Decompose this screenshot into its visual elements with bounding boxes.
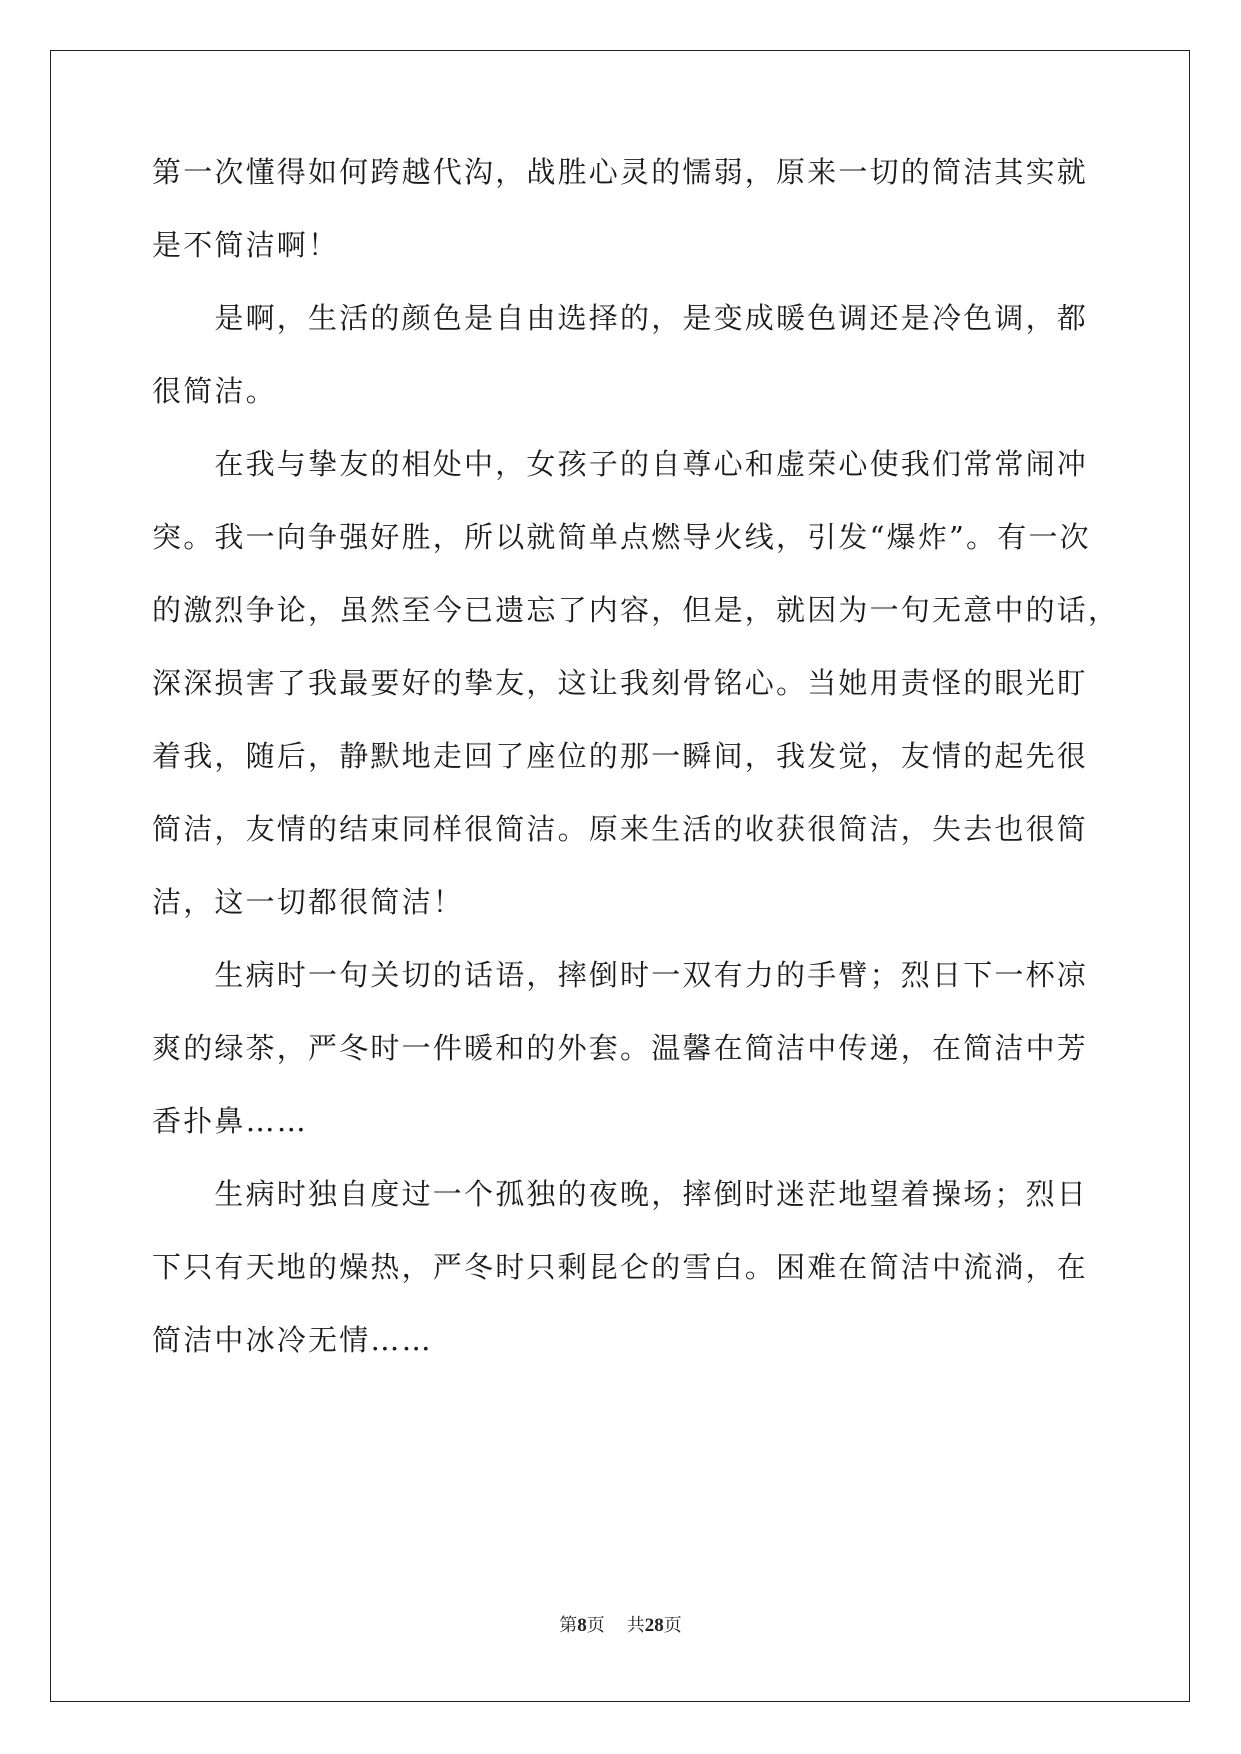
text-line: 生病时一句关切的话语，摔倒时一双有力的手臂；烈日下一杯凉 <box>152 958 1089 992</box>
page-suffix: 页 <box>586 1615 605 1636</box>
text-line: 洁，这一切都很简洁！ <box>152 885 465 919</box>
text-line: 简洁，友情的结束同样很简洁。原来生活的收获很简洁，失去也很简 <box>152 812 1089 846</box>
text-line: 深深损害了我最要好的挚友，这让我刻骨铭心。当她用责怪的眼光盯 <box>152 666 1089 700</box>
page-prefix: 第 <box>559 1615 578 1636</box>
total-prefix: 共 <box>626 1615 645 1636</box>
text-line: 第一次懂得如何跨越代沟，战胜心灵的懦弱，原来一切的简洁其实就 <box>152 155 1089 189</box>
text-line: 的激烈争论，虽然至今已遗忘了内容，但是，就因为一句无意中的话， <box>152 593 1120 627</box>
text-line: 爽的绿茶，严冬时一件暖和的外套。温馨在简洁中传递，在简洁中芳 <box>152 1031 1089 1065</box>
text-line: 下只有天地的燥热，严冬时只剩昆仑的雪白。困难在简洁中流淌，在 <box>152 1250 1089 1284</box>
text-line: 是啊，生活的颜色是自由选择的，是变成暖色调还是冷色调，都 <box>152 301 1089 335</box>
text-line: 着我，随后，静默地走回了座位的那一瞬间，我发觉，友情的起先很 <box>152 739 1089 773</box>
total-suffix: 页 <box>663 1615 682 1636</box>
text-line: 生病时独自度过一个孤独的夜晚，摔倒时迷茫地望着操场；烈日 <box>152 1177 1089 1211</box>
text-line: 简洁中冰冷无情…… <box>152 1323 433 1357</box>
text-line: 很简洁。 <box>152 374 277 408</box>
page-number: 8 <box>577 1615 587 1636</box>
text-line: 是不简洁啊！ <box>152 228 340 262</box>
total-pages: 28 <box>644 1615 664 1636</box>
text-line: 在我与挚友的相处中，女孩子的自尊心和虚荣心使我们常常闹冲 <box>152 447 1089 481</box>
page-footer <box>0 1614 1241 1638</box>
text-line: 香扑鼻…… <box>152 1104 309 1138</box>
text-line: 突。我一向争强好胜，所以就简单点燃导火线，引发“爆炸”。有一次 <box>152 520 1091 554</box>
